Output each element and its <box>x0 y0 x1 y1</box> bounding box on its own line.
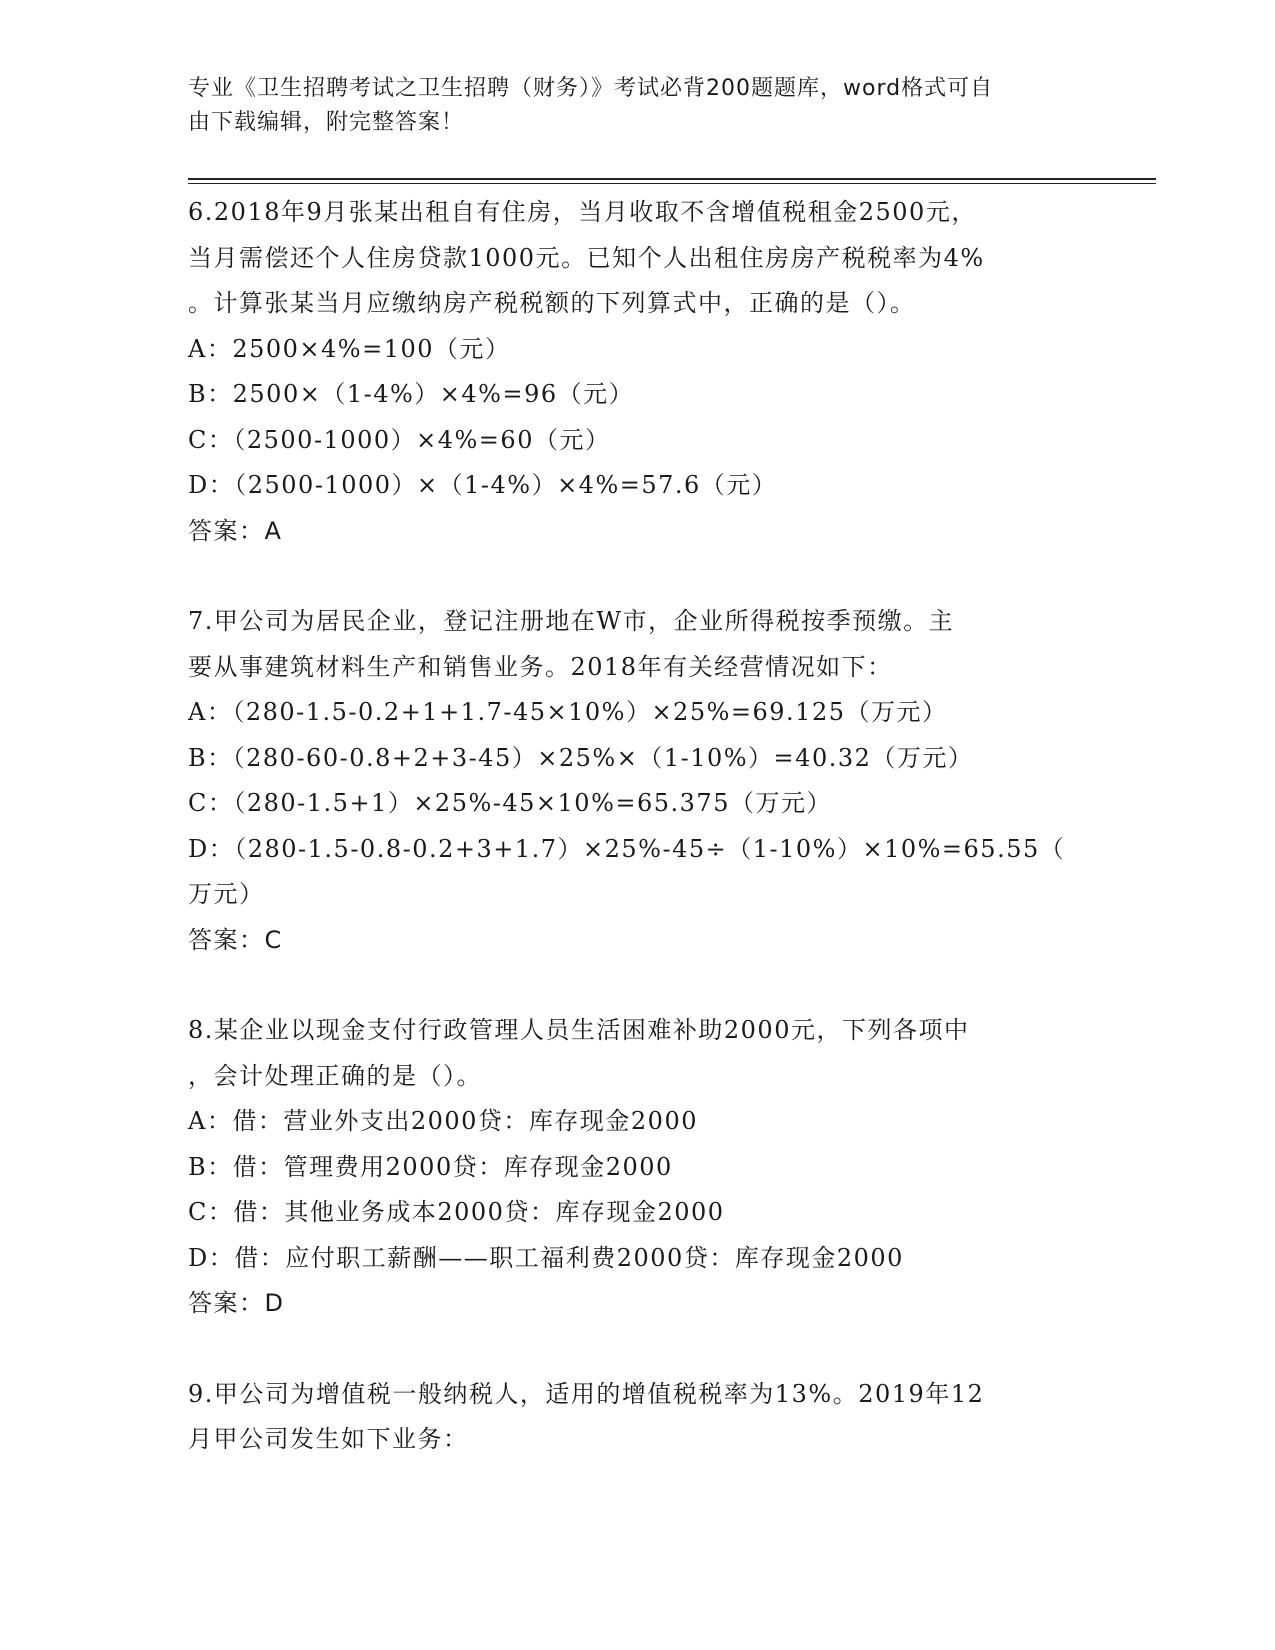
question-9 <box>188 1372 1088 1463</box>
header-divider-thin <box>188 183 1156 184</box>
option-c: C：借：其他业务成本2000贷：库存现金2000 <box>188 1198 725 1226</box>
stem-line: 8.某企业以现金支付行政管理人员生活困难补助2000元，下列各项中 <box>188 1016 970 1044</box>
answer-label: 答案：D <box>188 1289 285 1317</box>
question-stem <box>188 1372 1088 1463</box>
question-6 <box>188 190 1088 554</box>
document-header <box>188 72 1068 140</box>
question-8 <box>188 1008 1088 1327</box>
stem-line: 9.甲公司为增值税一般纳税人，适用的增值税税率为13%。2019年12 <box>188 1379 985 1408</box>
stem-line: 要从事建筑材料生产和销售业务。2018年有关经营情况如下： <box>188 652 893 681</box>
stem-line: 6.2018年9月张某出租自有住房，当月收取不含增值税租金2500元， <box>188 198 977 226</box>
option-c: C：（2500-1000）×4%=60（元） <box>188 425 611 454</box>
answer-label: 答案：C <box>188 925 283 954</box>
question-stem <box>188 1008 1088 1099</box>
question-stem <box>188 190 1088 327</box>
option-d: D：（280-1.5-0.8-0.2+3+1.7）×25%-45÷（1-10%）×10%=65.55（ <box>188 834 1066 863</box>
question-7 <box>188 599 1088 963</box>
answer-label: 答案：A <box>188 516 283 545</box>
stem-line: 。计算张某当月应缴纳房产税税额的下列算式中，正确的是（）。 <box>188 289 916 317</box>
option-d: D：借：应付职工薪酬——职工福利费2000贷：库存现金2000 <box>188 1243 904 1272</box>
option-b: B：2500×（1-4%）×4%=96（元） <box>188 380 635 408</box>
option-a: A：借：营业外支出2000贷：库存现金2000 <box>188 1107 698 1135</box>
header-divider-thick <box>188 178 1156 180</box>
option-b: B：借：管理费用2000贷：库存现金2000 <box>188 1152 673 1181</box>
option-d: D：（2500-1000）×（1-4%）×4%=57.6（元） <box>188 471 778 499</box>
header-line-2: 由下载编辑，附完整答案！ <box>188 110 465 135</box>
option-a: A：（280-1.5-0.2+1+1.7-45×10%）×25%=69.125（万元） <box>188 698 948 726</box>
stem-line: 当月需偿还个人住房贷款1000元。已知个人出租住房房产税税率为4% <box>188 243 985 272</box>
header-line-1: 专业《卫生招聘考试之卫生招聘（财务）》考试必背200题题库，word格式可自 <box>188 76 994 101</box>
option-c: C：（280-1.5+1）×25%-45×10%=65.375（万元） <box>188 789 832 817</box>
option-b: B：（280-60-0.8+2+3-45）×25%×（1-10%）=40.32（万元） <box>188 743 974 772</box>
stem-line: 月甲公司发生如下业务： <box>188 1425 469 1453</box>
option-a: A：2500×4%=100（元） <box>188 334 511 363</box>
stem-line: 7.甲公司为居民企业，登记注册地在W市，企业所得税按季预缴。主 <box>188 607 955 635</box>
stem-line: ，会计处理正确的是（）。 <box>188 1061 482 1090</box>
question-stem <box>188 599 1088 690</box>
question-list <box>188 190 1088 1508</box>
option-d-continued: 万元） <box>188 880 265 908</box>
